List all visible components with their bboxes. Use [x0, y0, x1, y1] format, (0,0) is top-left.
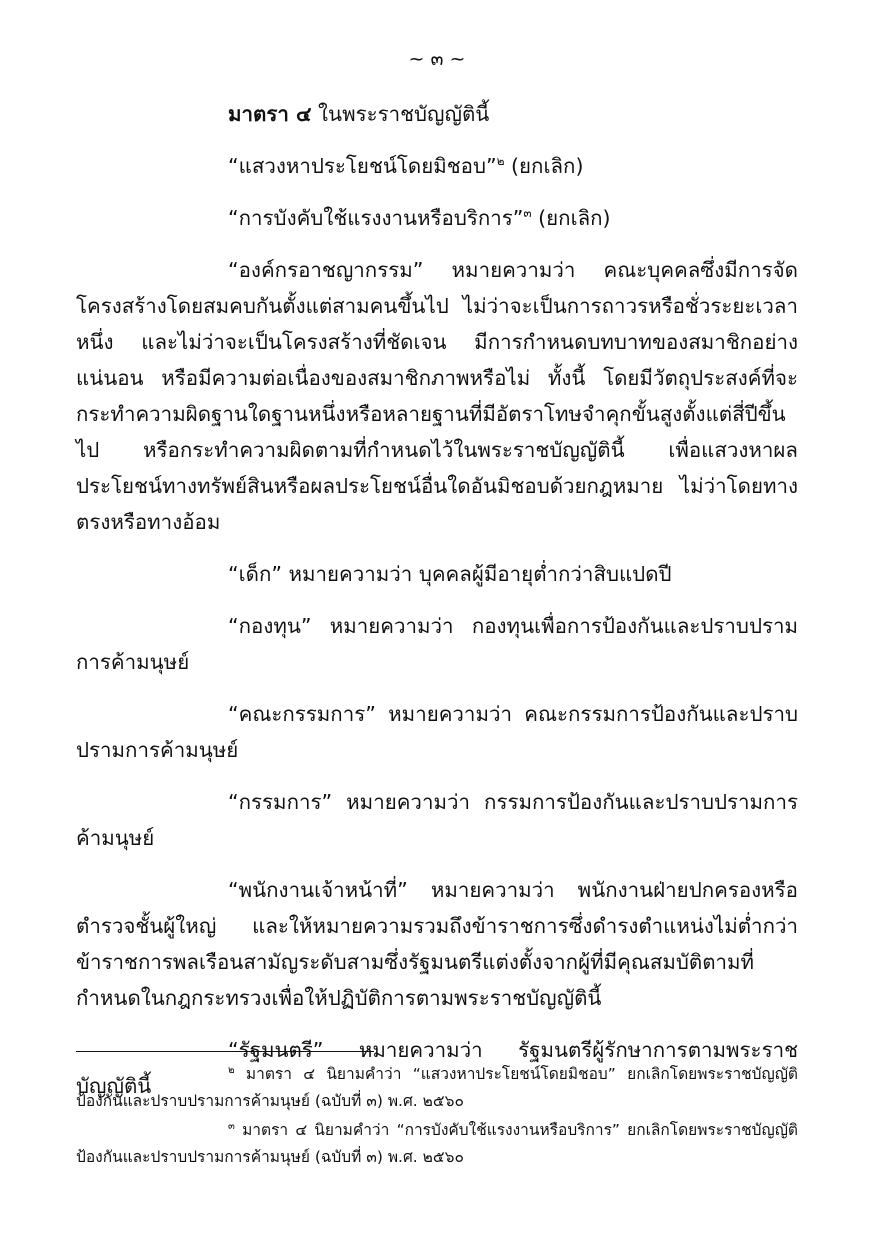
definition-child: “เด็ก” หมายความว่า บุคคลผู้มีอายุต่ำกว่าสิบแปดปี	[228, 562, 672, 586]
section-intro: ในพระราชบัญญัตินี้	[318, 102, 490, 126]
repealed-definition	[76, 200, 798, 236]
definition-committee: “คณะกรรมการ” หมายความว่า คณะกรรมการป้องกันและปราบปรามการค้ามนุษย์	[76, 702, 798, 762]
repealed-definition	[76, 148, 798, 184]
footnote-divider	[76, 1051, 374, 1052]
definition-fund: “กองทุน” หมายความว่า กองทุนเพื่อการป้องกันและปราบปรามการค้ามนุษย์	[76, 614, 798, 674]
footnote	[76, 1117, 798, 1171]
footnote-mark: ๒	[228, 1064, 235, 1076]
definition-minister: “รัฐมนตรี” หมายความว่า รัฐมนตรีผู้รักษาการตามพระราชบัญญัตินี้	[76, 1038, 798, 1098]
repealed-note: (ยกเลิก)	[538, 206, 611, 230]
section-number: มาตรา ๔	[228, 102, 312, 126]
definition-member: “กรรมการ” หมายความว่า กรรมการป้องกันและปราบปรามการค้ามนุษย์	[76, 790, 798, 850]
page-number: ~ ๓ ~	[408, 48, 466, 70]
repealed-term: “การบังคับใช้แรงงานหรือบริการ”	[228, 206, 524, 230]
footnote-mark: ๓	[228, 1120, 235, 1132]
footnotes	[76, 1061, 798, 1173]
footnote-text: มาตรา ๔ นิยามคำว่า “แสวงหาประโยชน์โดยมิชอบ” ยกเลิกโดยพระราชบัญญัติป้องกันและปราบปรามการค้ามนุษย์ (ฉบับที่ ๓) พ.ศ. ๒๕๖๐	[76, 1065, 798, 1110]
repealed-note: (ยกเลิก)	[511, 154, 584, 178]
document-body	[76, 96, 798, 1120]
footnote-ref[interactable]: ๓	[523, 206, 532, 221]
section-heading-line	[76, 96, 798, 132]
footnote-text: มาตรา ๔ นิยามคำว่า “การบังคับใช้แรงงานหรือบริการ” ยกเลิกโดยพระราชบัญญัติป้องกันและปราบปรามการค้ามนุษย์ (ฉบับที่ ๓) พ.ศ. ๒๕๖๐	[76, 1121, 798, 1166]
repealed-term: “แสวงหาประโยชน์โดยมิชอบ”	[228, 154, 497, 178]
footnote	[76, 1061, 798, 1115]
definition-official: “พนักงานเจ้าหน้าที่” หมายความว่า พนักงานฝ่ายปกครองหรือตำรวจชั้นผู้ใหญ่ และให้หมายความรวมถึงข้าราชการซึ่งดำรงตำแหน่งไม่ต่ำกว่าข้าราชการพลเรือนสามัญระดับสามซึ่งรัฐมนตรีแต่งตั้งจากผู้ที่มีคุณสมบัติตามที่กำหนดในกฎกระทรวงเพื่อให้ปฏิบัติการตามพระราชบัญญัตินี้	[76, 878, 798, 1010]
definition-organized-crime: “องค์กรอาชญากรรม” หมายความว่า คณะบุคคลซึ่งมีการจัดโครงสร้างโดยสมคบกันตั้งแต่สามคนขึ้นไป ไม่ว่าจะเป็นการถาวรหรือชั่วระยะเวลาหนึ่ง และไม่ว่าจะเป็นโครงสร้างที่ชัดเจน มีการกำหนดบทบาทของสมาชิกอย่างแน่นอน หรือมีความต่อเนื่องของสมาชิกภาพหรือไม่ ทั้งนี้ โดยมีวัตถุประสงค์ที่จะกระทำความผิดฐานใดฐานหนึ่งหรือหลายฐานที่มีอัตราโทษจำคุกขั้นสูงตั้งแต่สี่ปีขึ้นไป หรือกระทำความผิดตามที่กำหนดไว้ในพระราชบัญญัตินี้ เพื่อแสวงหาผลประโยชน์ทางทรัพย์สินหรือผลประโยชน์อื่นใดอันมิชอบด้วยกฎหมาย ไม่ว่าโดยทางตรงหรือทางอ้อม	[76, 258, 798, 534]
footnote-ref[interactable]: ๒	[496, 154, 505, 169]
